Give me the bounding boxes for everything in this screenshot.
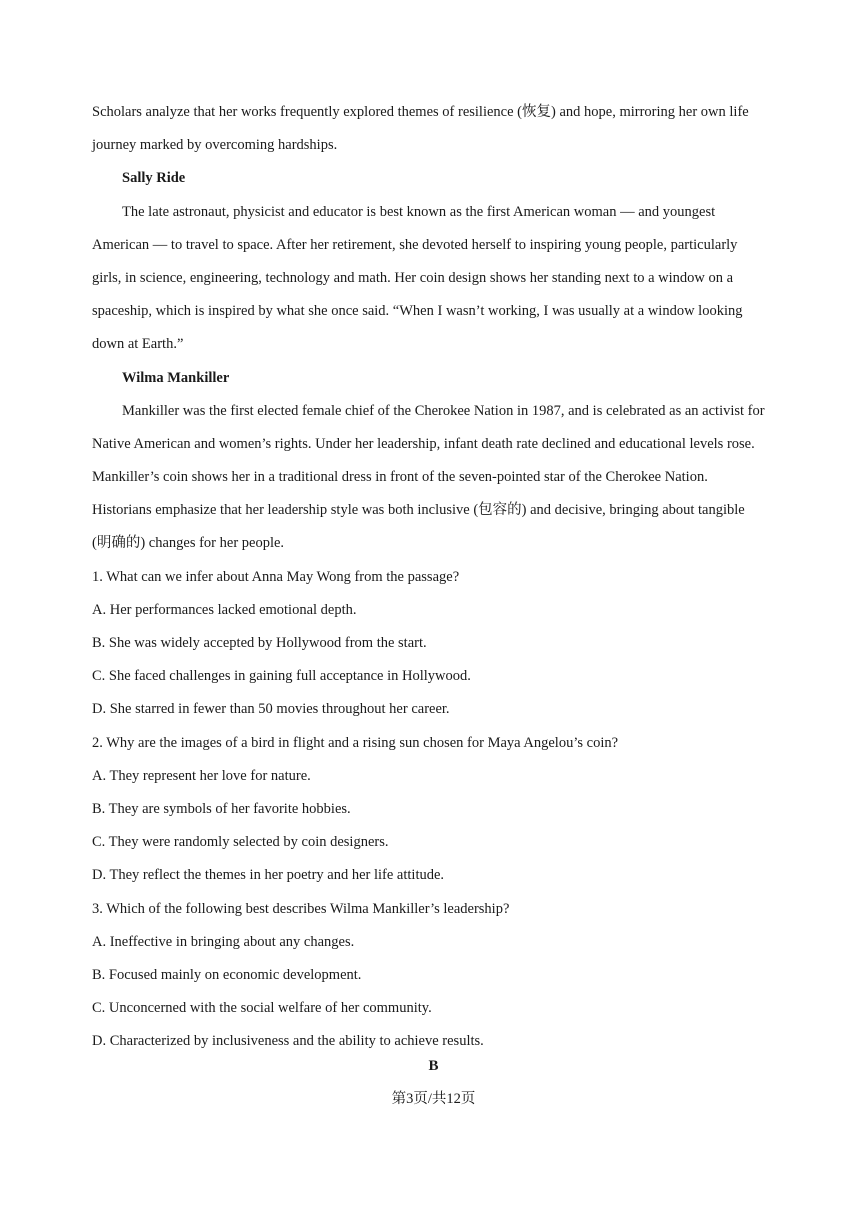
question-1-option-b: B. She was widely accepted by Hollywood from the start. xyxy=(92,635,427,651)
question-2-option-c: C. They were randomly selected by coin designers. xyxy=(92,834,389,851)
paragraph-line: Native American and women’s rights. Under her leadership, infant death rate declined and educational levels rose. xyxy=(92,435,755,452)
question-3-option-a: A. Ineffective in bringing about any changes. xyxy=(92,933,355,950)
paragraph-line: (明确的) changes for her people. xyxy=(92,535,285,552)
question-1-option-a: A. Her performances lacked emotional depth. xyxy=(92,601,357,618)
section-heading-sally-ride: Sally Ride xyxy=(122,170,186,187)
paragraph-line: American — to travel to space. After her retirement, she devoted herself to inspiring young people, particularly xyxy=(92,236,738,253)
paragraph-line: down at Earth.” xyxy=(92,336,184,353)
question-2-option-b: B. They are symbols of her favorite hobbies. xyxy=(92,800,351,817)
page-content xyxy=(92,96,792,1058)
question-1-option-c: C. She faced challenges in gaining full acceptance in Hollywood. xyxy=(92,668,471,685)
question-stem-2: 2. Why are the images of a bird in flight and a rising sun chosen for Maya Angelou’s coin? xyxy=(92,734,619,751)
question-3-option-c: C. Unconcerned with the social welfare of her community. xyxy=(92,1000,432,1017)
page-number: 第3页/共12页 xyxy=(391,1091,476,1107)
question-2-option-a: A. They represent her love for nature. xyxy=(92,767,311,784)
paragraph-line: Scholars analyze that her works frequently explored themes of resilience (恢复) and hope, mirroring her own life xyxy=(92,104,749,120)
section-heading-wilma-mankiller: Wilma Mankiller xyxy=(122,369,230,386)
paragraph-line: journey marked by overcoming hardships. xyxy=(92,137,338,154)
paragraph-line: The late astronaut, physicist and educator is best known as the first American woman — and youngest xyxy=(122,203,716,220)
section-label: B xyxy=(428,1058,439,1074)
paragraph-line: girls, in science, engineering, technology and math. Her coin design shows her standing next to a window on a xyxy=(92,269,734,286)
question-2-option-d: D. They reflect the themes in her poetry and her life attitude. xyxy=(92,867,445,884)
paragraph-line: spaceship, which is inspired by what she once said. “When I wasn’t working, I was usually at a window looking xyxy=(92,303,743,320)
paragraph-line: Mankiller’s coin shows her in a traditional dress in front of the seven-pointed star of the Cherokee Nation. xyxy=(92,469,708,486)
question-1-option-d: D. She starred in fewer than 50 movies throughout her career. xyxy=(92,701,450,718)
paragraph-line: Historians emphasize that her leadership style was both inclusive (包容的) and decisive, bringing about tangible xyxy=(92,502,745,519)
question-stem-3: 3. Which of the following best describes Wilma Mankiller’s leadership? xyxy=(92,900,510,917)
paragraph-line: Mankiller was the first elected female chief of the Cherokee Nation in 1987, and is celebrated as an activist for xyxy=(122,402,765,419)
question-3-option-d: D. Characterized by inclusiveness and the ability to achieve results. xyxy=(92,1033,484,1050)
question-stem-1: 1. What can we infer about Anna May Wong from the passage? xyxy=(92,568,460,585)
question-3-option-b: B. Focused mainly on economic development. xyxy=(92,966,362,983)
